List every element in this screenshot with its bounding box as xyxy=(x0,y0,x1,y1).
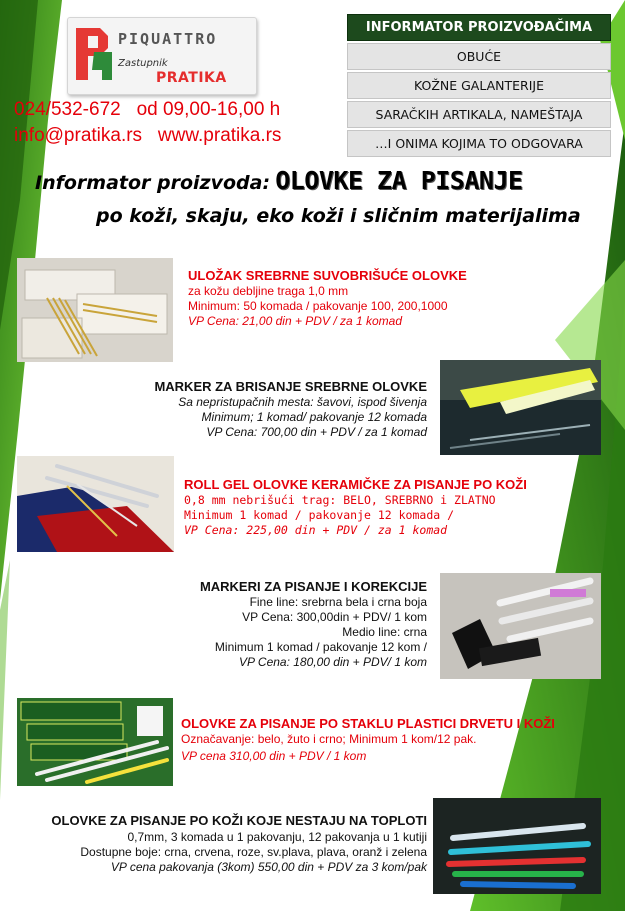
product-6-line-1: 0,7mm, 3 komada u 1 pakovanju, 12 pakovanja u 1 kutiji xyxy=(127,830,427,844)
product-3-price: VP Cena: 225,00 din + PDV / za 1 komad xyxy=(184,523,448,537)
product-2 xyxy=(154,379,427,440)
page-title-main: OLOVKE ZA PISANJE xyxy=(275,166,523,195)
page-title xyxy=(35,166,523,195)
page-subtitle: po koži, skaju, eko koži i sličnim materijalima xyxy=(96,205,581,227)
product-4 xyxy=(200,579,427,670)
product-4-line-2: VP Cena: 300,00din + PDV/ 1 kom xyxy=(242,610,427,624)
menu-item-sarackih-artikala[interactable]: SARAČKIH ARTIKALA, NAMEŠTAJA xyxy=(347,101,611,128)
product-5-photo xyxy=(17,698,173,786)
informator-menu xyxy=(347,14,611,157)
product-1 xyxy=(188,268,467,329)
product-2-photo xyxy=(440,360,601,455)
contact-web-row xyxy=(14,125,281,147)
piquattro-logo[interactable] xyxy=(67,17,257,95)
product-4-title: MARKERI ZA PISANJE I KOREKCIJE xyxy=(199,579,427,594)
product-1-line-2: Minimum: 50 komada / pakovanje 100, 200,1000 xyxy=(188,299,448,313)
product-6-photo xyxy=(433,798,601,894)
logo-brand: PIQUATTRO xyxy=(118,30,218,48)
menu-header: INFORMATOR PROIZVOĐAČIMA xyxy=(347,14,611,41)
product-4-line-1: Fine line: srebrna bela i crna boja xyxy=(249,595,427,609)
product-2-title: MARKER ZA BRISANJE SREBRNE OLOVKE xyxy=(154,379,427,394)
logo-subtitle: Zastupnik xyxy=(118,58,168,69)
working-hours: od 09,00-16,00 h xyxy=(136,99,281,120)
product-6-title: OLOVKE ZA PISANJE PO KOŽI KOJE NESTAJU NA TOPLOTI xyxy=(51,813,427,828)
product-1-price: VP Cena: 21,00 din + PDV / za 1 komad xyxy=(188,314,403,328)
product-1-line-1: za kožu debljine traga 1,0 mm xyxy=(188,284,349,298)
product-4-line-4: Minimum 1 komad / pakovanje 12 kom / xyxy=(214,640,427,654)
product-2-line-1: Sa nepristupačnih mesta: šavovi, ispod šivenja xyxy=(178,395,427,409)
product-1-title: ULOŽAK SREBRNE SUVOBRIŠUĆE OLOVKE xyxy=(188,268,467,283)
website-link[interactable]: www.pratika.rs xyxy=(157,125,282,146)
product-1-photo xyxy=(17,258,173,362)
phone-number[interactable]: 024/532-672 xyxy=(14,99,121,120)
product-5-line-1: Označavanje: belo, žuto i crno; Minimum 1 kom/12 pak. xyxy=(181,732,477,746)
product-4-photo xyxy=(440,573,601,679)
product-4-line-3: Medio line: crna xyxy=(342,625,427,639)
menu-item-ostali[interactable]: …I ONIMA KOJIMA TO ODGOVARA xyxy=(347,130,611,157)
email-link[interactable]: info@pratika.rs xyxy=(14,125,143,146)
product-3-photo xyxy=(17,456,174,552)
p4-logo-icon xyxy=(72,24,116,86)
product-5-price: VP cena 310,00 din + PDV / 1 kom xyxy=(181,749,367,763)
product-6-price: VP cena pakovanja (3kom) 550,00 din + PDV za 3 kom/pak xyxy=(110,860,427,874)
product-2-line-2: Minimum; 1 komad/ pakovanje 12 komada xyxy=(201,410,427,424)
product-6-line-2: Dostupne boje: crna, crvena, roze, sv.plava, plava, oranž i zelena xyxy=(80,845,427,859)
product-3-line-1: 0,8 mm nebrišući trag: BELO, SREBRNO i ZLATNO xyxy=(184,493,496,507)
menu-item-obuce[interactable]: OBUĆE xyxy=(347,43,611,70)
product-4-price: VP Cena: 180,00 din + PDV/ 1 kom xyxy=(239,655,427,669)
product-2-price: VP Cena: 700,00 din + PDV / za 1 komad xyxy=(206,425,427,439)
contact-phone-row xyxy=(14,99,280,121)
menu-item-kozne-galanterije[interactable]: KOŽNE GALANTERIJE xyxy=(347,72,611,99)
product-3-line-2: Minimum 1 komad / pakovanje 12 komada / xyxy=(184,508,455,522)
product-5 xyxy=(181,716,555,764)
product-6 xyxy=(51,813,427,875)
page-title-label: Informator proizvoda: xyxy=(35,172,271,194)
logo-partner: PRATIKA xyxy=(156,70,227,86)
product-5-title: OLOVKE ZA PISANJE PO STAKLU PLASTICI DRVETU I KOŽI xyxy=(181,716,555,731)
product-3-title: ROLL GEL OLOVKE KERAMIČKE ZA PISANJE PO KOŽI xyxy=(184,477,527,492)
product-3 xyxy=(184,477,527,538)
